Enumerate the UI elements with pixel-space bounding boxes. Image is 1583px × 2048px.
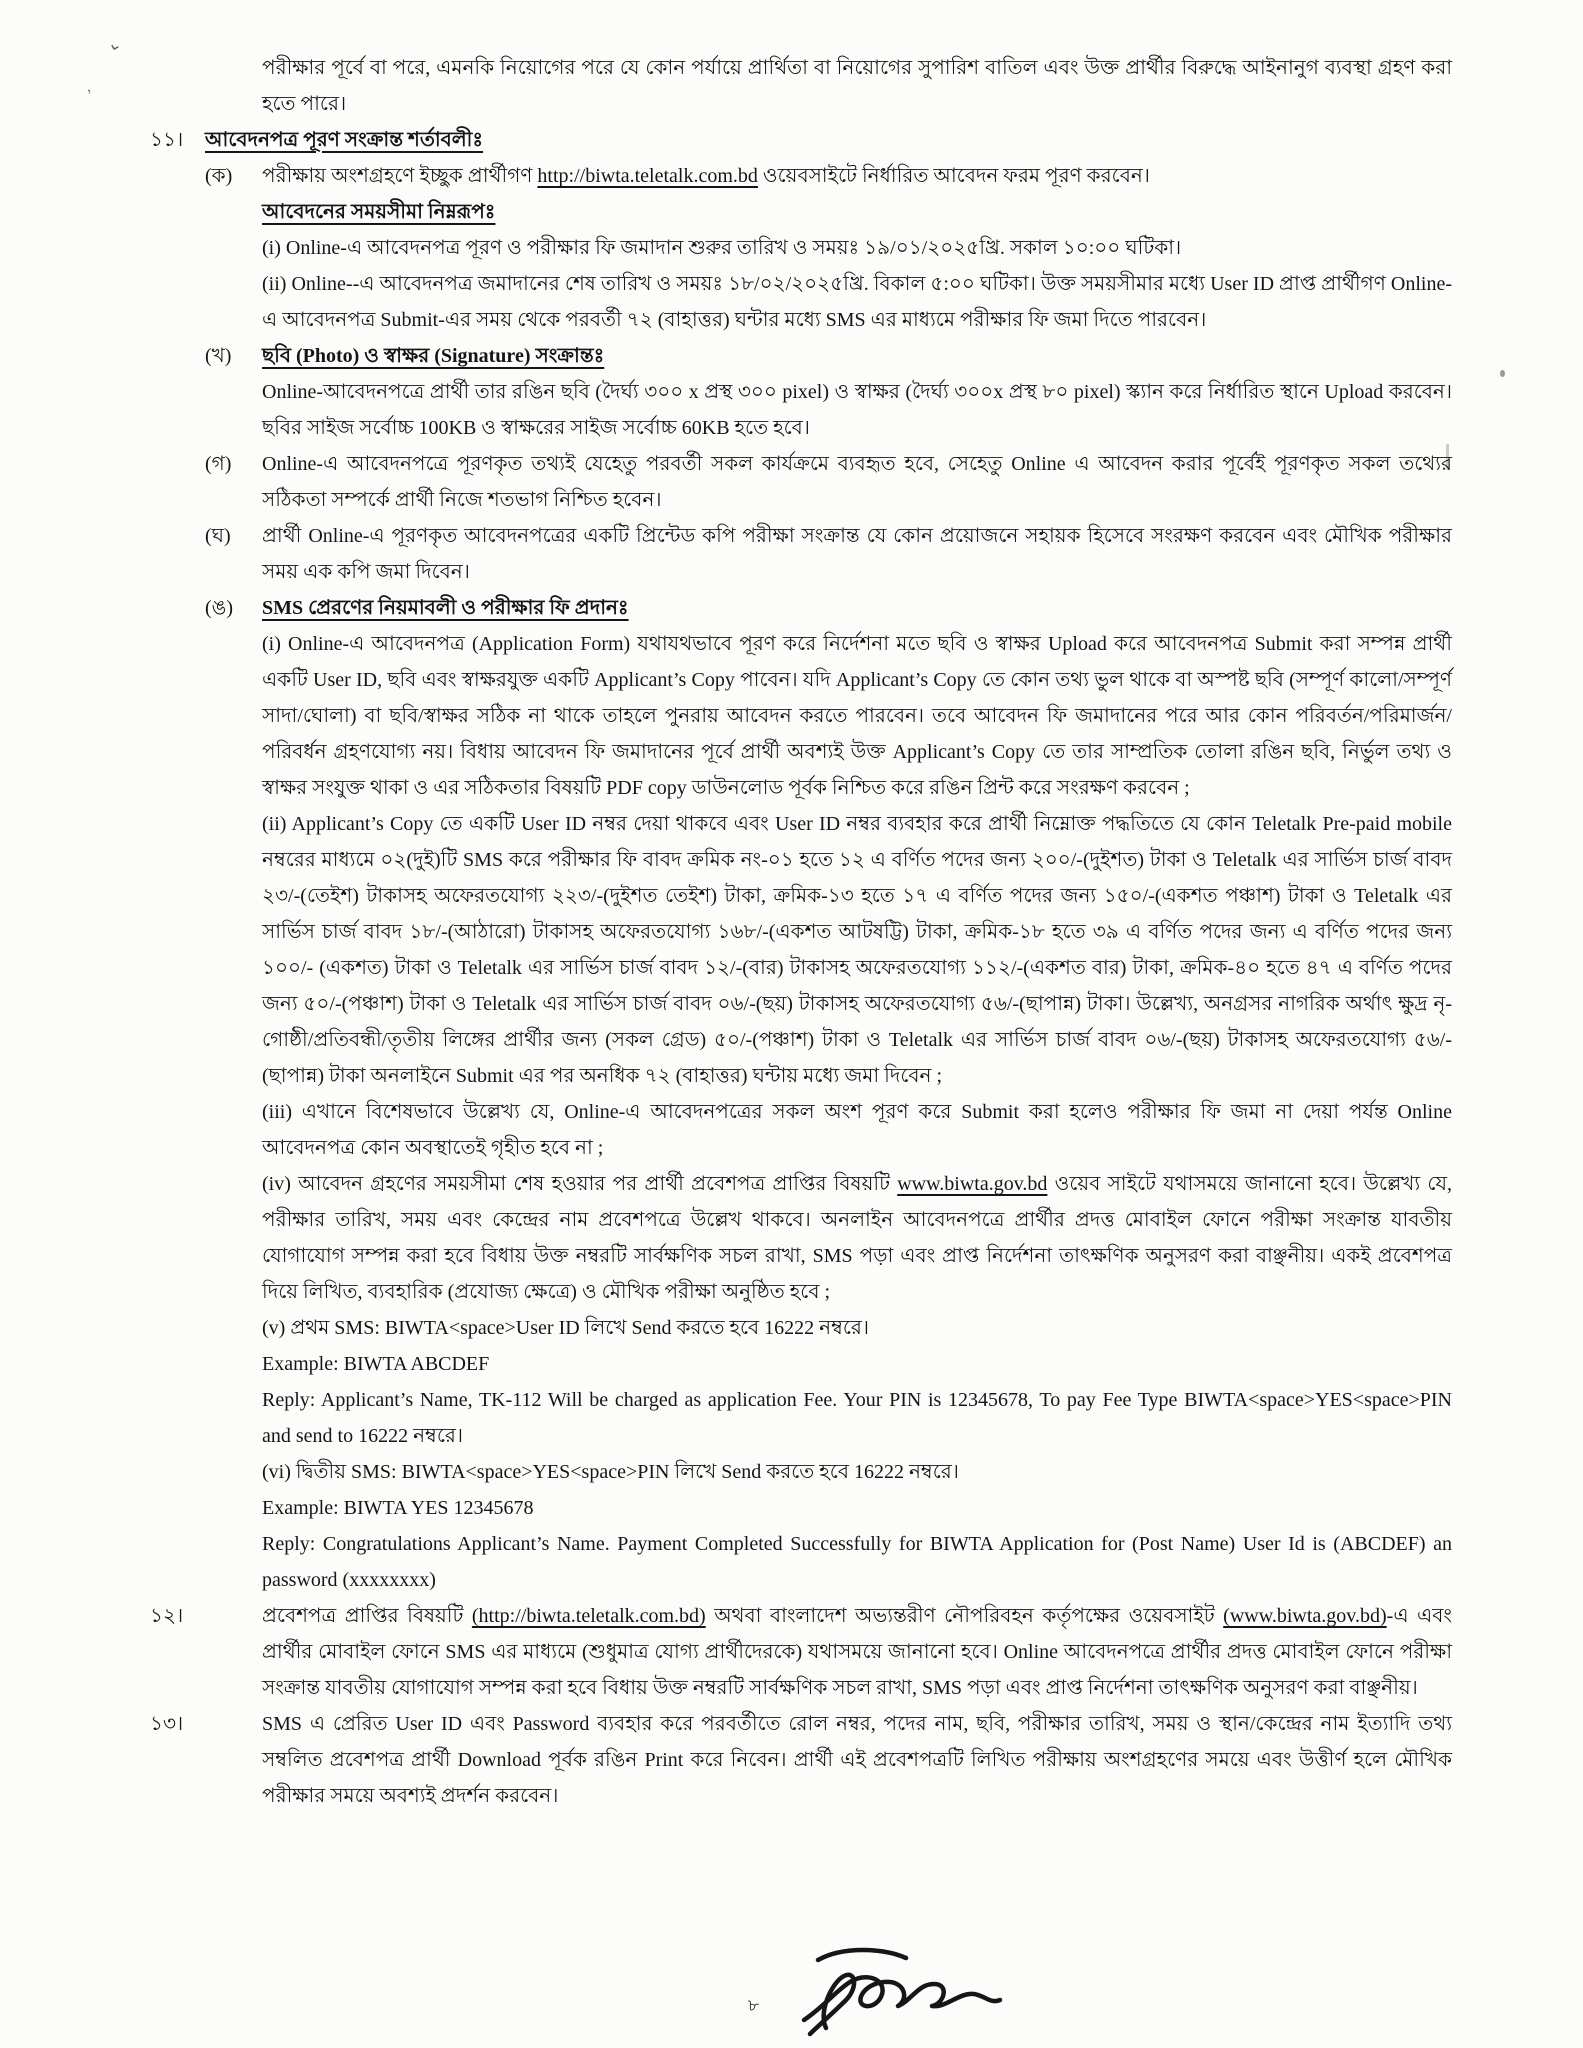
item-gha-label: (ঘ)	[205, 525, 231, 547]
item-ka-point-i: (i) Online-এ আবেদনপত্র পূরণ ও পরীক্ষার ফি জমাদান শুরুর তারিখ ও সময়ঃ ১৯/০১/২০২৫খ্রি. সকাল ১০:০০ ঘটিকা।	[262, 237, 1182, 259]
sms-point-vi: (vi) দ্বিতীয় SMS: BIWTA<space>YES<space>PIN লিখে Send করতে হবে 16222 নম্বরে।	[262, 1461, 959, 1483]
scan-artifact	[1500, 370, 1505, 377]
section-11	[150, 122, 1452, 1598]
sms-point-v: (v) প্রথম SMS: BIWTA<space>User ID লিখে Send করতে হবে 16222 নম্বরে।	[262, 1317, 870, 1339]
page-number: ৮	[748, 1996, 760, 2015]
item-ka-text: পরীক্ষায় অংশগ্রহণে ইচ্ছুক প্রার্থীগণ http://biwta.teletalk.com.bd ওয়েবসাইটে নির্ধারিত আবেদন ফরম পূরণ করবেন।	[262, 165, 1150, 187]
intro-text: পরীক্ষার পূর্বে বা পরে, এমনকি নিয়োগের পরে যে কোন পর্যায়ে প্রার্থিতা বা নিয়োগের সুপারিশ বাতিল এবং উক্ত প্রার্থীর বিরুদ্ধে আইনানুগ ব্যবস্থা গ্রহণ করা হতে পারে।	[262, 57, 1452, 115]
item-ka-label: (ক)	[205, 165, 233, 187]
scan-artifact: ’	[85, 86, 96, 105]
item-ka-point-ii: (ii) Online--এ আবেদনপত্র জমাদানের শেষ তারিখ ও সময়ঃ ১৮/০২/২০২৫খ্রি. বিকাল ৫:০০ ঘটিকা। উক্ত সময়সীমার মধ্যে User ID প্রাপ্ত প্রার্থীগণ Online-এ আবেদনপত্র Submit-এর সময় থেকে পরবর্তী ৭২ (বাহাত্তর) ঘন্টার মধ্যে SMS এর মাধ্যমে পরীক্ষার ফি জমা দিতে পারবেন।	[262, 273, 1452, 331]
item-gha-text: প্রার্থী Online-এ পূরণকৃত আবেদনপত্রের একটি প্রিন্টেড কপি পরীক্ষা সংক্রান্ত যে কোন প্রয়োজনে সহায়ক হিসেবে সংরক্ষণ করবেন এবং মৌখিক পরীক্ষার সময় এক কপি জমা দিবেন।	[262, 525, 1452, 583]
item-uma-label: (ঙ)	[205, 597, 233, 619]
section-13-text: SMS এ প্রেরিত User ID এবং Password ব্যবহার করে পরবর্তীতে রোল নম্বর, পদের নাম, ছবি, পরীক্ষার তারিখ, সময় ও স্থান/কেন্দ্রের নাম ইত্যাদি তথ্য সম্বলিত প্রবেশপত্র প্রার্থী Download পূর্বক রঙিন Print করে নিবেন। প্রার্থী এই প্রবেশপত্রটি লিখিত পরীক্ষায় অংশগ্রহণের সময়ে এবং উত্তীর্ণ হলে মৌখিক পরীক্ষার সময়ে অবশ্যই প্রদর্শন করবেন।	[262, 1713, 1452, 1807]
section-12-body	[262, 1598, 1452, 1706]
section-12	[150, 1598, 1452, 1706]
document-content	[150, 50, 1452, 1814]
sms-point-i: (i) Online-এ আবেদনপত্র (Application Form) যথাযথভাবে পূরণ করে নির্দেশনা মতে ছবি ও স্বাক্ষর Upload করে আবেদনপত্র Submit করা সম্পন্ন প্রার্থী একটি User ID, ছবি এবং স্বাক্ষরযুক্ত একটি Applicant’s Copy পাবেন। যদি Applicant’s Copy তে কোন তথ্য ভুল থাকে বা অস্পষ্ট ছবি (সম্পূর্ণ কালো/সম্পূর্ণ সাদা/ঘোলা) বা ছবি/স্বাক্ষর সঠিক না থাকে তাহলে পুনরায় আবেদন করতে পারবেন। তবে আবেদন ফি জমাদানের পরে আর কোন পরিবর্তন/পরিমার্জন/পরিবর্ধন গ্রহণযোগ্য নয়। বিধায় আবেদন ফি জমাদানের পূর্বে প্রার্থী অবশ্যই উক্ত Applicant’s Copy তে তার সাম্প্রতিক তোলা রঙিন ছবি, নির্ভুল তথ্য ও স্বাক্ষর সংযুক্ত থাকা ও এর সঠিকতার বিষয়টি PDF copy ডাউনলোড পূর্বক নিশ্চিত করে রঙিন প্রিন্ট করে সংরক্ষণ করবেন ;	[262, 633, 1452, 799]
scan-artifact: ⌄	[105, 32, 126, 56]
item-kha-heading: ছবি (Photo) ও স্বাক্ষর (Signature) সংক্রান্তঃ	[262, 345, 605, 367]
intro-paragraph	[262, 50, 1452, 122]
sms-reply-1: Reply: Applicant’s Name, TK-112 Will be charged as application Fee. Your PIN is 12345678, To pay Fee Type BIWTA<space>YES<space>PIN and send to 16222 নম্বরে।	[262, 1389, 1452, 1447]
teletalk-url-link: http://biwta.teletalk.com.bd	[537, 165, 758, 187]
section-13-number: ১৩।	[150, 1713, 184, 1735]
item-ga-text: Online-এ আবেদনপত্রে পূরণকৃত তথ্যই যেহেতু পরবর্তী সকল কার্যক্রমে ব্যবহৃত হবে, সেহেতু Online এ আবেদন করার পূর্বেই পূরণকৃত সকল তথ্যের সঠিকতা সম্পর্কে প্রার্থী নিজে শতভাগ নিশ্চিত হবেন।	[262, 453, 1452, 511]
section-11-body	[205, 122, 1452, 1598]
item-kha-label: (খ)	[205, 345, 232, 367]
item-ga	[205, 446, 1452, 518]
item-kha-text: Online-আবেদনপত্রে প্রার্থী তার রঙিন ছবি (দৈর্ঘ্য ৩০০ x প্রস্থ ৩০০ pixel) ও স্বাক্ষর (দৈর্ঘ্য ৩০০x প্রস্থ ৮০ pixel) স্ক্যান করে নির্ধারিত স্থানে Upload করবেন। ছবির সাইজ সর্বোচ্চ 100KB ও স্বাক্ষরের সাইজ সর্বোচ্চ 60KB হতে হবে।	[262, 381, 1452, 439]
section-12-text: প্রবেশপত্র প্রাপ্তির বিষয়টি (http://biwta.teletalk.com.bd) অথবা বাংলাদেশ অভ্যন্তরীণ নৌপরিবহন কর্তৃপক্ষের ওয়েবসাইট (www.biwta.gov.bd)-এ এবং প্রার্থীর মোবাইল ফোনে SMS এর মাধ্যমে (শুধুমাত্র যোগ্য প্রার্থীদেরকে) যথাসময়ে জানানো হবে। Online আবেদনপত্রে প্রার্থীর প্রদত্ত মোবাইল ফোনে পরীক্ষা সংক্রান্ত যাবতীয় যোগাযোগ সম্পন্ন করা হবে বিধায় উক্ত নম্বরটি সার্বক্ষণিক সচল রাখা, SMS পড়া এবং প্রাপ্ত নির্দেশনা তাৎক্ষণিক অনুসরণ করা বাঞ্ছনীয়।	[262, 1605, 1452, 1699]
signature-mark	[788, 1942, 1018, 2042]
item-kha	[205, 338, 1452, 446]
teletalk-url-link: (http://biwta.teletalk.com.bd)	[471, 1605, 706, 1627]
sms-point-iii: (iii) এখানে বিশেষভাবে উল্লেখ্য যে, Online-এ আবেদনপত্রের সকল অংশ পূরণ করে Submit করা হলেও পরীক্ষার ফি জমা না দেয়া পর্যন্ত Online আবেদনপত্র কোন অবস্থাতেই গৃহীত হবে না ;	[262, 1101, 1452, 1159]
item-ga-label: (গ)	[205, 453, 232, 475]
sms-point-ii: (ii) Applicant’s Copy তে একটি User ID নম্বর দেয়া থাকবে এবং User ID নম্বর ব্যবহার করে প্রার্থী নিম্নোক্ত পদ্ধতিতে যে কোন Teletalk Pre-paid mobile নম্বরের মাধ্যমে ০২(দুই)টি SMS করে পরীক্ষার ফি বাবদ ক্রমিক নং-০১ হতে ১২ এ বর্ণিত পদের জন্য ২০০/-(দুইশত) টাকা ও Teletalk এর সার্ভিস চার্জ বাবদ ২৩/-(তেইশ) টাকাসহ অফেরতযোগ্য ২২৩/-(দুইশত তেইশ) টাকা, ক্রমিক-১৩ হতে ১৭ এ বর্ণিত পদের জন্য ১৫০/-(একশত পঞ্চাশ) টাকা ও Teletalk এর সার্ভিস চার্জ বাবদ ১৮/-(আঠারো) টাকাসহ অফেরতযোগ্য ১৬৮/-(একশত আটষট্টি) টাকা, ক্রমিক-১৮ হতে ৩৯ এ বর্ণিত পদের জন্য এ বর্ণিত পদের জন্য ১০০/- (একশত) টাকা ও Teletalk এর সার্ভিস চার্জ বাবদ ১২/-(বার) টাকাসহ অফেরতযোগ্য ১১২/-(একশত বার) টাকা, ক্রমিক-৪০ হতে ৪৭ এ বর্ণিত পদের জন্য ৫০/-(পঞ্চাশ) টাকা ও Teletalk এর সার্ভিস চার্জ বাবদ ০৬/-(ছয়) টাকাসহ অফেরতযোগ্য ৫৬/-(ছাপান্ন) টাকা। উল্লেখ্য, অনগ্রসর নাগরিক অর্থাৎ ক্ষুদ্র নৃ-গোষ্ঠী/প্রতিবন্ধী/তৃতীয় লিঙ্গের প্রার্থীর জন্য (সকল গ্রেড) ৫০/-(পঞ্চাশ) টাকা ও Teletalk এর সার্ভিস চার্জ বাবদ ০৬/-(ছয়) টাকাসহ অফেরতযোগ্য ৫৬/-(ছাপান্ন) টাকা অনলাইনে Submit এর পর অনধিক ৭২ (বাহাত্তর) ঘন্টায় মধ্যে জমা দিবেন ;	[262, 813, 1452, 1087]
sms-reply-2: Reply: Congratulations Applicant’s Name. Payment Completed Successfully for BIWTA Application for (Post Name) User Id is (ABCDEF) an password (xxxxxxxx)	[262, 1533, 1452, 1591]
item-gha	[205, 518, 1452, 590]
sms-example-1: Example: BIWTA ABCDEF	[262, 1353, 490, 1375]
sms-example-2: Example: BIWTA YES 12345678	[262, 1497, 534, 1519]
biwta-gov-url-link: www.biwta.gov.bd	[897, 1173, 1048, 1195]
section-13	[150, 1706, 1452, 1814]
item-ka-subheading: আবেদনের সময়সীমা নিম্নরূপঃ	[262, 201, 496, 223]
item-uma-heading: SMS প্রেরণের নিয়মাবলী ও পরীক্ষার ফি প্রদানঃ	[262, 597, 629, 619]
section-11-heading: আবেদনপত্র পূরণ সংক্রান্ত শর্তাবলীঃ	[205, 129, 484, 151]
item-ka	[205, 158, 1452, 338]
sms-point-iv: (iv) আবেদন গ্রহণের সময়সীমা শেষ হওয়ার পর প্রার্থী প্রবেশপত্র প্রাপ্তির বিষয়টি www.biwta.gov.bd ওয়েব সাইটে যথাসময়ে জানানো হবে। উল্লেখ্য যে, পরীক্ষার তারিখ, সময় এবং কেন্দ্রের নাম প্রবেশপত্রে উল্লেখ থাকবে। অনলাইন আবেদনপত্রে প্রার্থীর প্রদত্ত মোবাইল ফোনে পরীক্ষা সংক্রান্ত যাবতীয় যোগাযোগ সম্পন্ন করা হবে বিধায় উক্ত নম্বরটি সার্বক্ষণিক সচল রাখা, SMS পড়া এবং প্রাপ্ত নির্দেশনা তাৎক্ষণিক অনুসরণ করা বাঞ্ছনীয়। একই প্রবেশপত্র দিয়ে লিখিত, ব্যবহারিক (প্রযোজ্য ক্ষেত্রে) ও মৌখিক পরীক্ষা অনুষ্ঠিত হবে ;	[262, 1173, 1453, 1303]
biwta-gov-url-link: (www.biwta.gov.bd)	[1223, 1605, 1387, 1627]
item-uma	[205, 590, 1453, 1598]
section-13-body	[262, 1706, 1452, 1814]
section-11-number: ১১।	[150, 129, 184, 151]
section-12-number: ১২।	[150, 1605, 184, 1627]
